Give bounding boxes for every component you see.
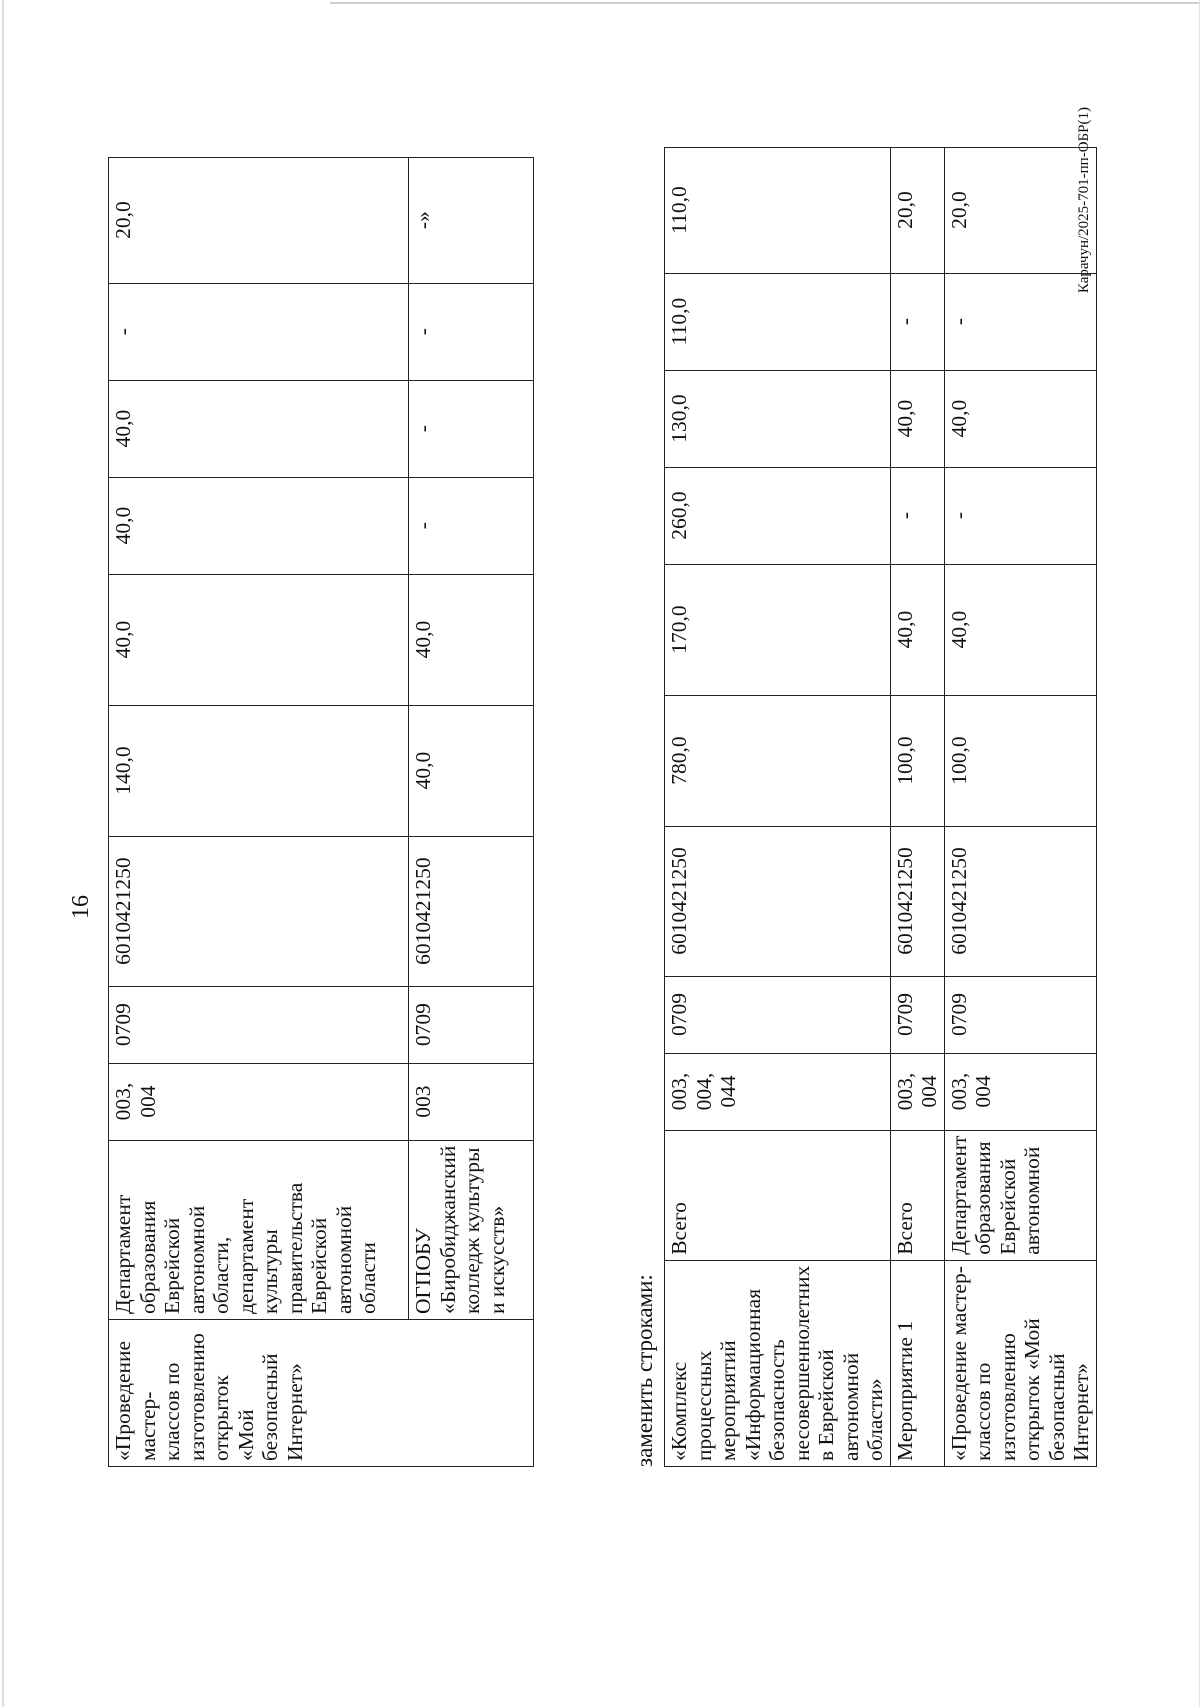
table-row (109, 157, 409, 1466)
year1-cell: 170,0 (665, 564, 891, 695)
rzpr-cell: 0709 (944, 976, 1096, 1053)
total-cell: 780,0 (665, 695, 891, 826)
table-row (409, 157, 534, 1466)
csr-cell: 6010421250 (665, 826, 891, 976)
grbs-cell: 003, 004 (890, 1053, 944, 1130)
table-row (665, 147, 891, 1466)
year5-cell: -» (409, 157, 534, 283)
grbs-cell: 003 (409, 1063, 534, 1140)
year5-cell: 110,0 (665, 147, 891, 273)
document-code: Карачун/2025-701-пп-ОБР(1) (1076, 107, 1092, 294)
csr-cell: 6010421250 (409, 836, 534, 986)
total-cell: 100,0 (890, 695, 944, 826)
rotated-landscape-page (0, 107, 1130, 1707)
table-row (944, 147, 1096, 1466)
year2-cell: - (944, 467, 1096, 564)
year2-cell: 40,0 (109, 477, 409, 574)
replace-with-rows-label: заменить строками: (632, 1274, 657, 1467)
year1-cell: 40,0 (409, 574, 534, 705)
total-cell: 100,0 (944, 695, 1096, 826)
rzpr-cell: 0709 (665, 976, 891, 1053)
year5-cell: 20,0 (944, 147, 1096, 273)
executor-cell: Всего (665, 1130, 891, 1260)
rzpr-cell: 0709 (109, 986, 409, 1063)
executor-cell: Всего (890, 1130, 944, 1260)
year3-cell: 40,0 (109, 380, 409, 477)
year4-cell: - (409, 283, 534, 380)
page-number: 16 (68, 895, 94, 919)
year3-cell: 40,0 (890, 370, 944, 467)
executor-cell: Департамент образования Еврейской автономной (944, 1130, 1096, 1260)
year2-cell: 260,0 (665, 467, 891, 564)
csr-cell: 6010421250 (890, 826, 944, 976)
year4-cell: - (890, 273, 944, 370)
year2-cell: - (409, 477, 534, 574)
budget-table-replacement (664, 147, 1097, 1467)
year5-cell: 20,0 (109, 157, 409, 283)
year4-cell: - (944, 273, 1096, 370)
grbs-cell: 003, 004 (944, 1053, 1096, 1130)
rzpr-cell: 0709 (409, 986, 534, 1063)
event-name-cell: Мероприятие 1 (890, 1260, 944, 1466)
table-row (890, 147, 944, 1466)
csr-cell: 6010421250 (944, 826, 1096, 976)
scan-edge-top (330, 2, 1200, 4)
rzpr-cell: 0709 (890, 976, 944, 1053)
event-name-cell: «Проведение мастер-классов по изготовлению открыток «Мой безопасный Интернет» (944, 1260, 1096, 1466)
executor-cell: Департамент образования Еврейской автономной области, департамент культуры правительства Еврейской автономной области (109, 1140, 409, 1319)
year3-cell: 40,0 (944, 370, 1096, 467)
year4-cell: - (109, 283, 409, 380)
year3-cell: - (409, 380, 534, 477)
executor-cell: ОГПОБУ «Биробиджанский колледж культуры и искусств» (409, 1140, 534, 1319)
year5-cell: 20,0 (890, 147, 944, 273)
grbs-cell: 003, 004 (109, 1063, 409, 1140)
csr-cell: 6010421250 (109, 836, 409, 986)
year1-cell: 40,0 (944, 564, 1096, 695)
grbs-cell: 003, 004, 044 (665, 1053, 891, 1130)
event-name-cell: «Комплекс процессных мероприятий «Информационная безопасность несовершеннолетних в Еврейской автономной области» (665, 1260, 891, 1466)
event-name-cell: «Проведение мастер-классов по изготовлению открыток «Мой безопасный Интернет» (109, 1320, 534, 1467)
year2-cell: - (890, 467, 944, 564)
budget-table-original (108, 157, 534, 1467)
year1-cell: 40,0 (109, 574, 409, 705)
total-cell: 40,0 (409, 705, 534, 836)
year1-cell: 40,0 (890, 564, 944, 695)
total-cell: 140,0 (109, 705, 409, 836)
year4-cell: 110,0 (665, 273, 891, 370)
year3-cell: 130,0 (665, 370, 891, 467)
